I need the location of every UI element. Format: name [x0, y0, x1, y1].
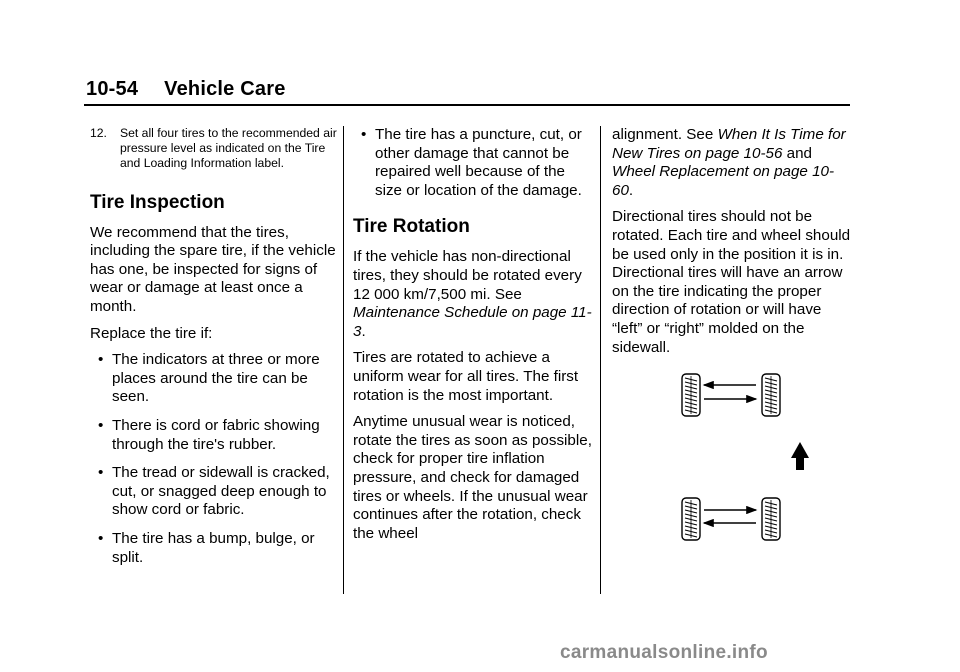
cross-reference-link[interactable]: Wheel Replacement on page 10-60 — [612, 163, 835, 199]
bullet-dot: • — [98, 351, 104, 369]
bullet-item — [90, 530, 338, 567]
rear-right-tire-icon — [762, 498, 780, 540]
header-rule — [84, 104, 850, 106]
front-left-tire-icon — [682, 374, 700, 416]
bullet-dot: • — [361, 126, 367, 143]
section-title: Vehicle Care — [164, 78, 286, 100]
rotation-paragraph-3: Anytime unusual wear is noticed, rotate the tires as soon as possible, check for proper tire inflation pressure, and check for damaged tires or wheels. If the unusual wear continues after the rotation, check the wheel — [353, 413, 592, 542]
rotation-paragraph-2: Tires are rotated to achieve a uniform wear for all tires. The first rotation is the most important. — [353, 349, 579, 404]
alignment-paragraph: alignment. See When It Is Time for New Tires on page 10-56 and Wheel Replacement on page 10-60. — [612, 126, 846, 199]
bullet-item — [90, 417, 338, 454]
cross-reference-link[interactable]: When It Is Time for New Tires on page 10-56 — [612, 126, 846, 162]
tire-rotation-diagram — [676, 372, 818, 542]
bullet-text: The tire has a puncture, cut, or other damage that cannot be repaired well because of the size or location of the damage. — [375, 126, 582, 199]
column-1 — [90, 126, 338, 577]
bullet-dot: • — [98, 416, 104, 434]
bullet-text: The tread or sidewall is cracked, cut, or snagged deep enough to show cord or fabric. — [112, 464, 330, 519]
inspection-paragraph: We recommend that the tires, including the spare tire, if the vehicle has one, be inspected for signs of wear or damage at least once a month. — [90, 223, 336, 315]
cross-reference-link[interactable]: Maintenance Schedule on page 11-3 — [353, 304, 592, 340]
numbered-step-12 — [90, 126, 338, 172]
column-divider-1 — [343, 126, 344, 594]
bullet-item — [90, 464, 338, 520]
page-header — [86, 78, 286, 101]
bullet-text: The tire has a bump, bulge, or split. — [112, 529, 315, 566]
bullet-text: There is cord or fabric showing through the tire's rubber. — [112, 416, 320, 453]
column-2 — [353, 126, 593, 551]
bullet-text: The indicators at three or more places around the tire can be seen. — [112, 351, 320, 406]
rear-left-tire-icon — [682, 498, 700, 540]
rotation-paragraph-1: If the vehicle has non-directional tires, they should be rotated every 12 000 km/7,500 mi. See Maintenance Schedule on page 11-3. — [353, 248, 592, 340]
column-3 — [612, 126, 852, 365]
bullet-dot: • — [98, 464, 104, 482]
directional-tires-paragraph: Directional tires should not be rotated. Each tire and wheel should be used only in the position it is in. Directional tires will have an arrow on the tire indicating the proper direction of rotation or will have “left” or “right” molded on the sidewall. — [612, 208, 851, 356]
forward-direction-arrow-icon — [791, 442, 809, 470]
bullet-item — [90, 351, 338, 407]
front-right-tire-icon — [762, 374, 780, 416]
column-divider-2 — [600, 126, 601, 594]
heading-tire-inspection: Tire Inspection — [90, 191, 225, 213]
bullet-item — [353, 126, 593, 200]
step-number: 12. — [90, 126, 107, 140]
watermark: carmanualsonline.info — [560, 642, 768, 663]
heading-tire-rotation: Tire Rotation — [353, 216, 470, 238]
rotation-diagram-svg — [676, 372, 818, 542]
page-number: 10-54 — [86, 78, 139, 100]
replace-intro: Replace the tire if: — [90, 324, 213, 342]
bullet-dot: • — [98, 529, 104, 547]
step-text: Set all four tires to the recommended air pressure level as indicated on the Tire and Loading Information label. — [120, 126, 337, 171]
